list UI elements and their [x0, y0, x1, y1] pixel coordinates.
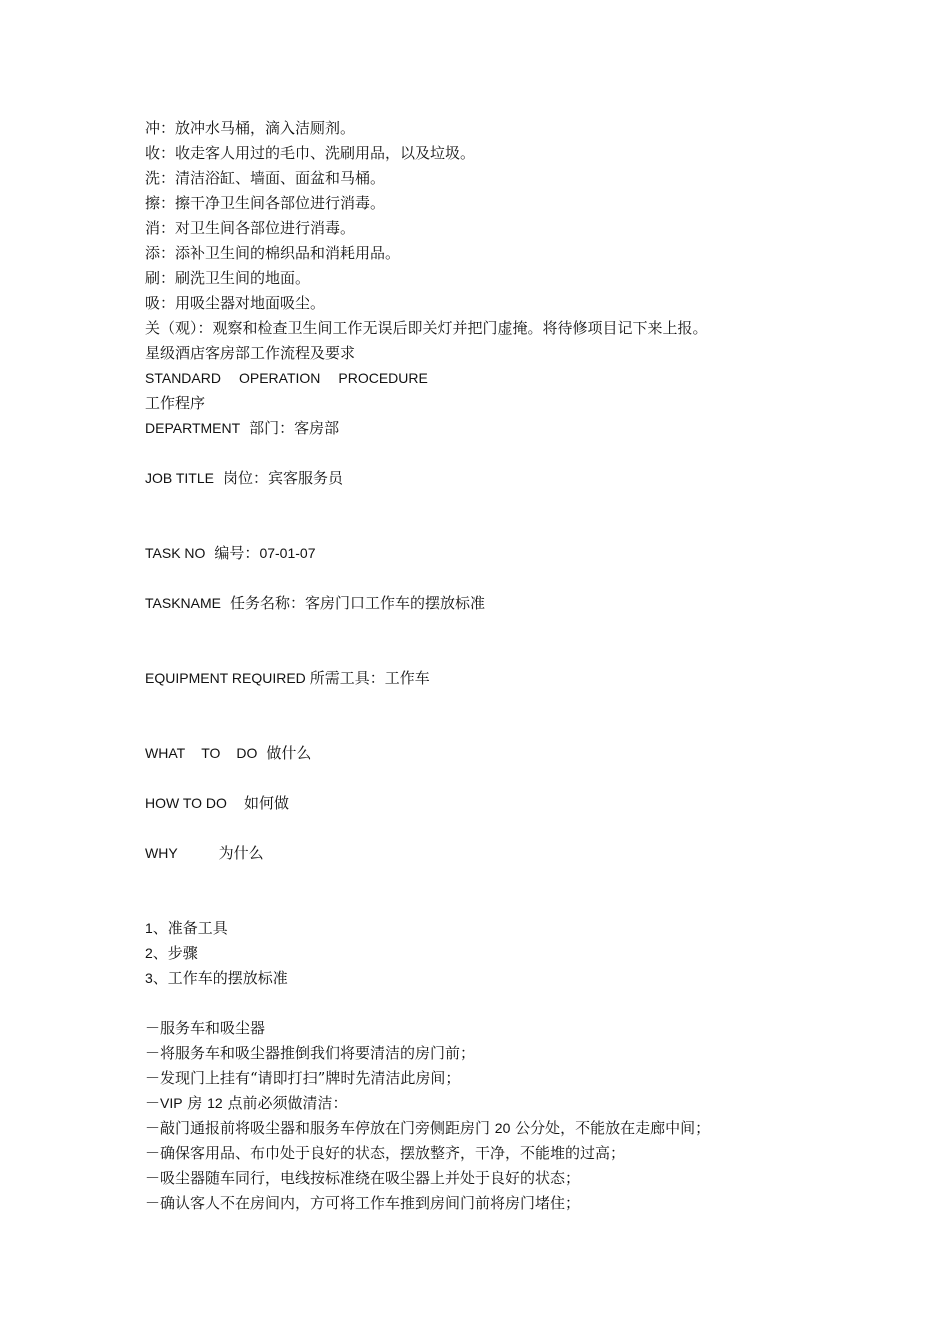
item-text: 、准备工具 [152, 919, 228, 937]
vip-dash: － [145, 1094, 161, 1112]
what-to-do-row [145, 741, 915, 766]
vip-cn1: 房 [182, 1094, 208, 1112]
equipment-value: 所需工具：工作车 [309, 669, 430, 687]
job-title-value: 岗位：宾客服务员 [222, 469, 343, 487]
vip-cn2: 点前必须做清洁： [222, 1094, 348, 1112]
numbered-item [145, 941, 915, 966]
item-number: 3 [145, 970, 153, 986]
task-no-cn-label: 编号： [214, 544, 260, 562]
bathroom-step: 刷：刷洗卫生间的地面。 [145, 269, 311, 287]
why-label: WHY [145, 845, 178, 861]
task-no-value: 07-01-07 [259, 545, 316, 561]
vip-label: VIP [160, 1095, 183, 1111]
bathroom-step: 擦：擦干净卫生间各部位进行消毒。 [145, 194, 386, 212]
item-text: 、步骤 [152, 944, 198, 962]
bathroom-step: 吸：用吸尘器对地面吸尘。 [145, 294, 326, 312]
dash-item: －确认客人不在房间内，方可将工作车推到房间门前将房门堵住； [145, 1194, 581, 1212]
item-text: 、工作车的摆放标准 [152, 969, 288, 987]
task-no-row [145, 541, 915, 566]
item-number: 2 [145, 945, 153, 961]
task-name-label: TASKNAME [145, 595, 221, 611]
dash-item: －吸尘器随车同行，电线按标准绕在吸尘器上并处于良好的状态； [145, 1169, 581, 1187]
task-no-label: TASK NO [145, 545, 206, 561]
how-cn: 如何做 [243, 794, 289, 812]
dash-item: －发现门上挂有“请即打扫”牌时先清洁此房间； [145, 1069, 461, 1087]
job-title-label: JOB TITLE [145, 470, 214, 486]
department-label: DEPARTMENT [145, 420, 241, 436]
what-word: TO [201, 745, 221, 761]
knock-cn1: －敲门通报前将吸尘器和服务车停放在门旁侧距房门 [145, 1119, 495, 1137]
dash-item: －将服务车和吸尘器推倒我们将要清洁的房门前； [145, 1044, 476, 1062]
dash-item: －确保客用品、布巾处于良好的状态，摆放整齐，干净，不能堆的过高； [145, 1144, 626, 1162]
bathroom-step: 收：收走客人用过的毛巾、洗刷用品，以及垃圾。 [145, 144, 476, 162]
knock-distance: 20 [494, 1120, 511, 1136]
why-cn: 为什么 [218, 844, 264, 862]
dash-item: －服务车和吸尘器 [145, 1019, 266, 1037]
sop-word: PROCEDURE [338, 370, 428, 386]
task-name-row [145, 591, 915, 616]
bathroom-step: 消：对卫生间各部位进行消毒。 [145, 219, 356, 237]
what-cn: 做什么 [266, 744, 312, 762]
bathroom-step: 添：添补卫生间的棉织品和消耗用品。 [145, 244, 401, 262]
department-value: 部门：客房部 [249, 419, 340, 437]
vip-hour: 12 [207, 1095, 223, 1111]
how-to-do-row [145, 791, 915, 816]
what-word: WHAT [145, 745, 186, 761]
document-page [145, 116, 915, 1216]
knock-cn2: 公分处，不能放在走廊中间； [510, 1119, 711, 1137]
knock-item [145, 1116, 915, 1141]
equipment-row [145, 666, 915, 691]
how-label: HOW TO DO [145, 795, 227, 811]
numbered-item [145, 916, 915, 941]
job-title-row [145, 466, 915, 491]
bathroom-step: 关（观）：观察和检查卫生间工作无误后即关灯并把门虚掩。将待修项目记下来上报。 [145, 319, 708, 337]
what-word: DO [236, 745, 258, 761]
sop-heading [145, 366, 915, 391]
vip-item [145, 1091, 915, 1116]
bathroom-step: 冲：放冲水马桶，滴入洁厕剂。 [145, 119, 356, 137]
department-row [145, 416, 915, 441]
item-number: 1 [145, 920, 153, 936]
why-row [145, 841, 915, 866]
task-name-value: 任务名称：客房门口工作车的摆放标准 [229, 594, 485, 612]
bathroom-step: 洗：清洁浴缸、墙面、面盆和马桶。 [145, 169, 386, 187]
numbered-item [145, 966, 915, 991]
equipment-label: EQUIPMENT REQUIRED [145, 670, 306, 686]
document-title: 星级酒店客房部工作流程及要求 [145, 344, 356, 362]
sop-chinese: 工作程序 [145, 394, 206, 412]
sop-word: STANDARD [145, 370, 221, 386]
sop-word: OPERATION [238, 370, 321, 386]
